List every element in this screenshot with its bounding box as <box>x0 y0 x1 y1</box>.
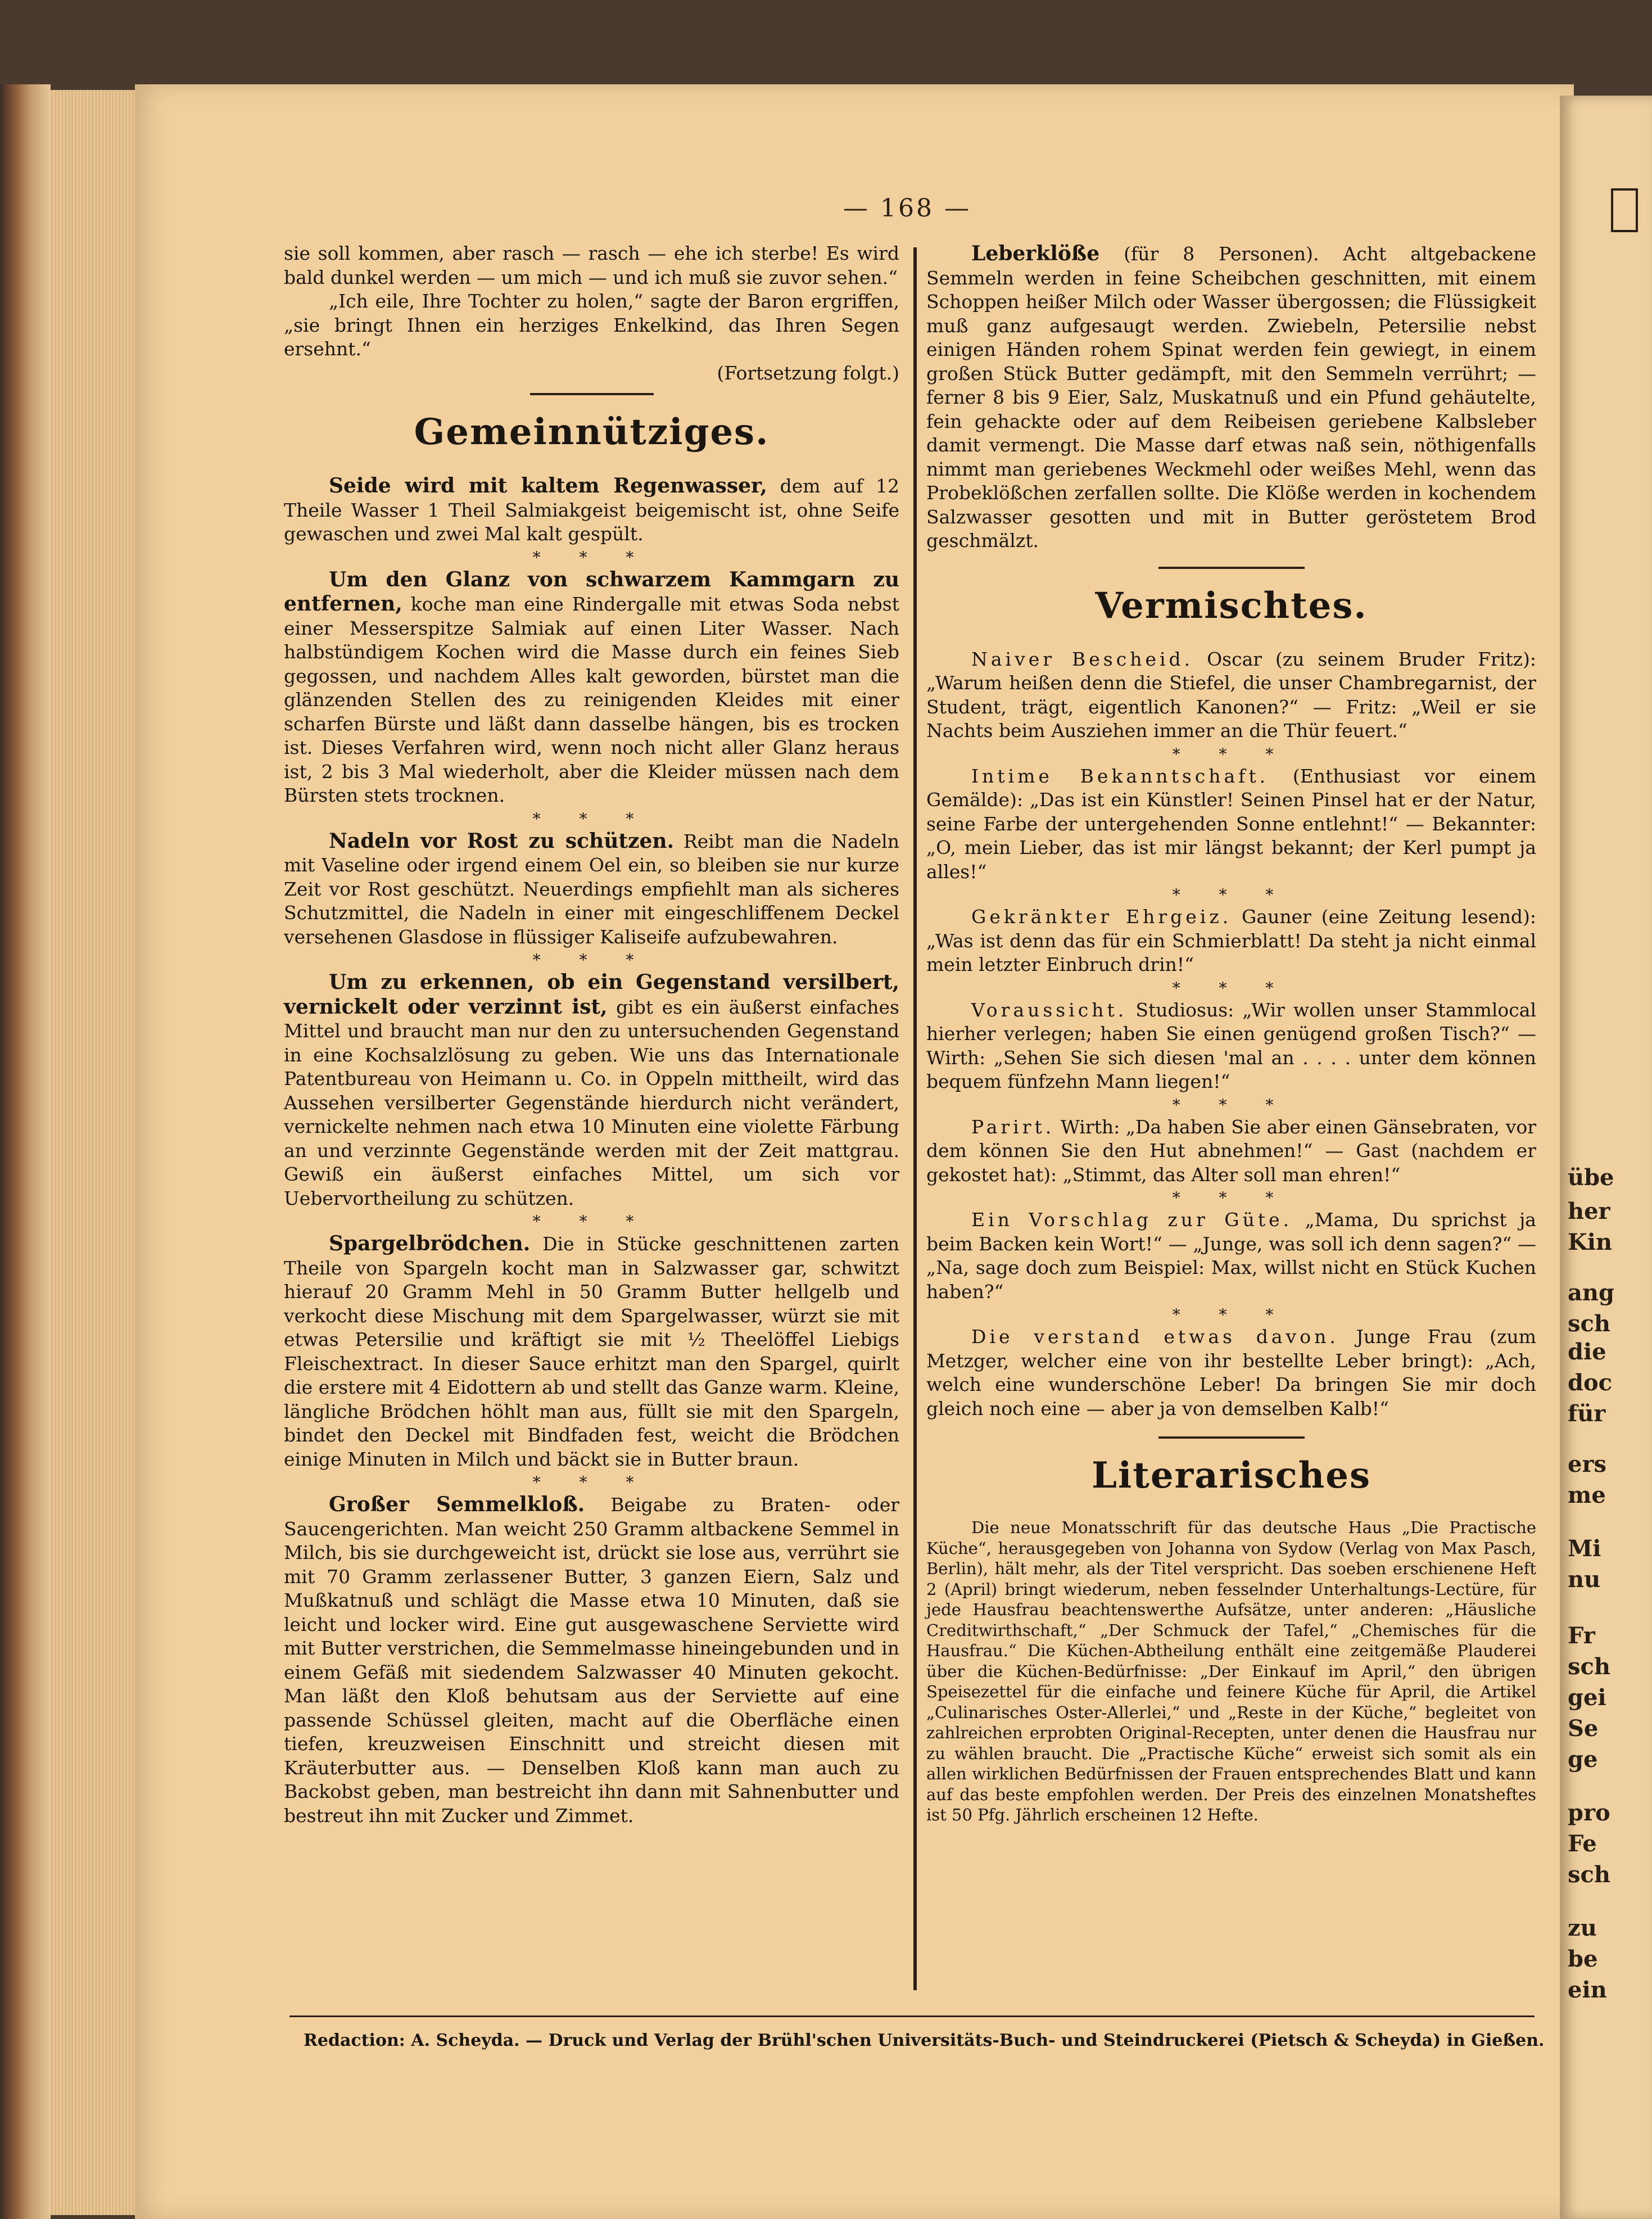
anecdote-text: „Mama, Du sprichst ja beim Backen kein Wort!“ — „Junge, was soll ich denn sagen?“ — „Na, sage doch zum Beispiel: Max, willst nicht en Stück Kuchen haben?“ <box>926 1209 1536 1303</box>
stars-separator: * * * <box>532 1212 651 1231</box>
anecdote-title: Ein Vorschlag zur Güte. <box>971 1209 1293 1231</box>
article-text: Reibt man die Nadeln mit Vaseline oder irgend einem Oel ein, so bleiben sie nur kurze Zeit vor Rost geschützt. Neuerdings empfiehlt man als sicheres Schutzmittel, die Nadeln in einer mit eingeschliffenem Deckel versehenen Glasdose in flüssiger Kaliseife aufzubewahren. <box>284 830 899 948</box>
article <box>284 568 899 808</box>
article-text: gibt es ein äußerst einfaches Mittel und braucht man nur den zu untersuchenden Gegenstand in eine Kochsalzlösung zu geben. Wie uns das Internationale Patentbureau von Heimann u. Co. in Oppeln mittheilt, wird das Aussehen versilberter Gegenstände hierdurch nicht verändert, vernickelte nehmen nach etwa 10 Minuten eine violette Färbung an und verzinnte Gegenstände werden mit der Zeit mattgrau. Gewiß ein äußerst einfaches Mittel, um sich vor Uebervortheilung zu schützen. <box>284 996 899 1209</box>
anecdote-title: Gekränkter Ehrgeiz. <box>971 906 1232 928</box>
next-page-fragment: Fr <box>1568 1623 1595 1649</box>
article <box>284 970 899 1210</box>
next-page-fragment: zu <box>1568 1915 1597 1941</box>
article-text: dem auf 12 Theile Wasser 1 Theil Salmiakgeist beigemischt ist, ohne Seife gewaschen und zwei Mal kalt gespült. <box>284 475 899 545</box>
article-title: Leberklöße <box>971 242 1100 265</box>
stars-separator: * * * <box>1172 885 1291 904</box>
next-page-fragment: die <box>1568 1339 1606 1365</box>
stars-separator: * * * <box>1172 1188 1291 1207</box>
stars-separator: * * * <box>532 1473 651 1492</box>
page-number: — 168 — <box>843 194 971 223</box>
article <box>284 1232 899 1471</box>
next-page-fragment: Fe <box>1568 1831 1597 1857</box>
next-page-fragment: gei <box>1568 1684 1606 1711</box>
anecdote-text: (Enthusiast vor einem Gemälde): „Das ist ein Künstler! Seinen Pinsel hat er der Natur, seine Farbe der untergehenden Sonne entlehnt!“ — Bekannter: „O, mein Lieber, das ist mir längst bekannt; der Kerl pumpt ja alles!“ <box>926 765 1536 883</box>
next-page-fragment: übe <box>1568 1164 1614 1191</box>
article-title: Großer Semmelkloß. <box>329 1493 585 1516</box>
divider <box>1158 567 1305 569</box>
article <box>926 242 1536 553</box>
next-page-fragment: sch <box>1568 1310 1610 1337</box>
section-title-vermischtes: Vermischtes. <box>1095 584 1368 627</box>
ornament-icon <box>1611 188 1638 232</box>
article-text: Beigabe zu Braten- oder Saucengerichten. Man weicht 250 Gramm altbackene Semmel in Milch, bis sie durchgeweicht ist, drückt sie lose aus, verrührt sie mit 70 Gramm zerlassener Butter, 3 ganzen Eiern, Salz und Mußkatnuß und schlägt die Masse etwa 10 Minuten, daß sie leicht und locker wird. Eine gut ausgewaschene Serviette wird mit Butter verstrichen, die Semmelmasse hineingebunden und in einem Gefäß mit siedendem Salzwasser 40 Minuten gekocht. Man läßt den Kloß behutsam aus der Serviette auf eine passende Schüssel gleiten, macht auf die Oberfläche einen tiefen, kreuzweisen Einschnitt und streicht diesen mit Kräuterbutter aus. — Denselben Kloß kann man auch zu Backobst geben, man bestreicht ihn dann mit Sahnenbutter und bestreut ihn mit Zucker und Zimmet. <box>284 1494 899 1827</box>
book-edge-left <box>0 84 51 2219</box>
anecdote-title: Intime Bekanntschaft. <box>971 765 1269 787</box>
divider <box>1158 1436 1305 1439</box>
next-page-fragment: Mi <box>1568 1535 1601 1562</box>
stars-separator: * * * <box>1172 1095 1291 1114</box>
stars-separator: * * * <box>532 951 651 969</box>
intro-lines: sie soll kommen, aber rasch — rasch — ehe ich sterbe! Es wird bald dunkel werden — um mich — und ich muß sie zuvor sehen.“ <box>284 242 899 288</box>
next-page-fragment: be <box>1568 1946 1598 1972</box>
column-divider <box>913 247 917 1990</box>
article-text: (für 8 Personen). Acht altgebackene Semmeln werden in feine Scheibchen geschnitten, mit einem Schoppen heißer Milch oder Wasser übergossen; die Flüssigkeit muß ganz aufgesaugt werden. Zwiebeln, Petersilie nebst einigen Händen rohem Spinat werden fein gewiegt, in einem großen Stück Butter gedämpft, mit den Semmeln verrührt; — ferner 8 bis 9 Eier, Salz, Muskatnuß und ein Pfund gehäutelte, fein gehackte oder auf dem Reibeisen geriebene Kalbsleber damit vermengt. Die Masse darf etwas naß sein, nöthigenfalls nimmt man geriebenes Weckmehl oder weißes Mehl, wenn das Probeklößchen zerfallen sollte. Die Klöße werden in kochendem Salzwasser gesotten und mit in Butter geröstetem Brod geschmälzt. <box>926 243 1536 552</box>
next-page-fragment: ers <box>1568 1451 1607 1477</box>
stars-separator: * * * <box>1172 1305 1291 1324</box>
anecdote-title: Parirt. <box>971 1115 1055 1138</box>
anecdote <box>926 998 1536 1094</box>
continuation-note: (Fortsetzung folgt.) <box>717 361 899 384</box>
imprint-footer: Redaction: A. Scheyda. — Druck und Verlag der Brühl'schen Universitäts-Buch- und Steindruckerei (Pietsch & Scheyda) in Gießen. <box>304 2031 1545 2050</box>
anecdote <box>926 1325 1536 1421</box>
next-page-fragment: her <box>1568 1198 1610 1224</box>
anecdote-text: Gauner (eine Zeitung lesend): „Was ist denn das für ein Schmierblatt! Da steht ja nicht einmal mein letzter Einbruch drin!“ <box>926 906 1536 975</box>
divider <box>530 393 654 395</box>
stars-separator: * * * <box>532 548 651 567</box>
anecdote-text: Studiosus: „Wir wollen unser Stammlocal hierher verlegen; haben Sie einen genügend großen Tisch?“ — Wirth: „Sehen Sie sich diesen 'mal an . . . . unter dem können bequem fünfzehn Mann liegen!“ <box>926 998 1536 1092</box>
next-page-fragment: nu <box>1568 1566 1601 1593</box>
right-column <box>926 242 1536 1825</box>
article-title: Seide wird mit kaltem Regenwasser, <box>329 474 767 498</box>
footer-rule <box>289 2015 1535 2017</box>
next-page-edge <box>1560 96 1652 2219</box>
anecdote <box>926 1115 1536 1187</box>
anecdote-text: Junge Frau (zum Metzger, welcher eine von ihr bestellte Leber bringt): „Ach, welch eine wunderschöne Leber! Da bringen Sie mir doch gleich noch eine — aber ja von demselben Kalb!“ <box>926 1326 1536 1420</box>
anecdote-title: Die verstand etwas davon. <box>971 1326 1339 1348</box>
anecdote <box>926 1208 1536 1304</box>
anecdote <box>926 648 1536 743</box>
section-title-gemeinnuetziges: Gemeinnütziges. <box>414 411 770 453</box>
next-page-fragment: für <box>1568 1400 1606 1427</box>
anecdote-text: Wirth: „Da haben Sie aber einen Gänsebraten, vor dem können Sie den Hut abnehmen!“ — Gast (nachdem er gekostet hat): „Stimmt, das Alter soll man ehren!“ <box>926 1115 1536 1186</box>
article-title: Um den Glanz von schwarzem Kammgarn zu entfernen, <box>284 567 899 616</box>
anecdote-title: Voraussicht. <box>971 998 1128 1021</box>
stars-separator: * * * <box>1172 978 1291 997</box>
next-page-fragment: ein <box>1568 1977 1607 2003</box>
next-page-fragment: ang <box>1568 1280 1614 1306</box>
stars-separator: * * * <box>532 809 651 828</box>
article-text: koche man eine Rindergalle mit etwas Soda nebst einer Messerspitze Salmiak auf einen Liter Wasser. Nach halbstündigem Kochen wird die Masse durch ein feines Sieb gegossen, und nachdem Alles kalt geworden, bürstet man die glänzenden Stellen des zu reinigenden Kleides mit einer scharfen Bürste und läßt dann dasselbe hängen, bis es trocken ist. Dieses Verfahren wird, wenn noch nicht aller Glanz heraus ist, 2 bis 3 Mal wiederholt, aber die Kleider müssen nach dem Bürsten stets trocknen. <box>284 593 900 806</box>
next-page-fragment: pro <box>1568 1800 1610 1826</box>
next-page-fragment: ge <box>1568 1746 1598 1773</box>
article-title: Nadeln vor Rost zu schützen. <box>329 829 675 853</box>
article <box>284 829 899 950</box>
next-page-fragment: sch <box>1568 1861 1610 1888</box>
article-title: Um zu erkennen, ob ein Gegenstand versilbert, vernickelt oder verzinnt ist, <box>284 970 899 1019</box>
article-title: Spargelbrödchen. <box>329 1232 531 1255</box>
anecdote <box>926 765 1536 884</box>
stars-separator: * * * <box>1172 744 1291 763</box>
anecdote-title: Naiver Bescheid. <box>971 648 1194 670</box>
next-page-fragment: Kin <box>1568 1229 1613 1255</box>
next-page-fragment: sch <box>1568 1653 1610 1680</box>
next-page-fragment: Se <box>1568 1715 1599 1742</box>
next-page-fragment: me <box>1568 1482 1606 1508</box>
article-text: Die in Stücke geschnittenen zarten Theile von Spargeln kocht man in Salzwasser gar, schwitzt hierauf 20 Gramm Mehl in 50 Gramm Butter hellgelb und verkocht diese Mischung mit dem Spargelwasser, würzt sie mit etwas Petersilie und kräftigt sie mit ½ Theelöffel Liebigs Fleischextract. In dieser Sauce erhitzt man den Spargel, quirlt die erstere mit 4 Eidottern ab und stellt das Ganze warm. Kleine, längliche Brödchen höhlt man aus, füllt sie mit den Spargeln, bindet den Deckel mit Bindfaden fest, weicht die Brödchen einige Minuten in Milch und bäckt sie in Butter braun. <box>284 1233 899 1470</box>
literary-review: Die neue Monatsschrift für das deutsche Haus „Die Practische Küche“, herausgegeben von Johanna von Sydow (Verlag von Max Pasch, Berlin), hält mehr, als der Titel verspricht. Das soeben erschienene Heft 2 (April) bringt wiederum, neben fesselnder Unterhaltungs-Lectüre, für jede Hausfrau beachtenswerthe Aufsätze, unter anderen: „Häusliche Creditwirthschaft,“ „Der Schmuck der Tafel,“ „Chemisches für die Hausfrau.“ Die Küchen-Abtheilung enthält eine zeitgemäße Plauderei über die Küchen-Bedürfnisse: „Der Einkauf im April,“ den übrigen Speisezettel für die einfache und feinere Küche für April, die Artikel „Culinarisches Oster-Allerlei,“ und „Reste in der Küche,“ begleitet von zahlreichen erprobten Original-Recepten, unter denen die Hausfrau nur zu wählen braucht. Die „Practische Küche“ erweist sich somit als ein allen wirklichen Bedürfnissen der Frauen entsprechendes Blatt und kann auf das beste empfohlen werden. Der Preis des einzelnen Monatsheftes ist 50 Pfg. Jährlich erscheinen 12 Hefte. <box>926 1518 1536 1824</box>
next-page-fragment: doc <box>1568 1370 1613 1396</box>
section-title-literarisches: Literarisches <box>1091 1454 1372 1497</box>
article <box>284 474 899 546</box>
left-column <box>284 242 899 1828</box>
anecdote <box>926 905 1536 977</box>
anecdote-text: Oscar (zu seinem Bruder Fritz): „Warum heißen denn die Stiefel, die unser Chambregarnist, der Student, trägt, eigentlich Kanonen?“ — Fritz: „Weil er sie Nachts beim Ausziehen immer an die Thür feuert.“ <box>926 648 1536 742</box>
article <box>284 1493 899 1828</box>
intro-quote: „Ich eile, Ihre Tochter zu holen,“ sagte der Baron ergriffen, „sie bringt Ihnen ein herziges Enkelkind, das Ihren Segen ersehnt.“ <box>284 290 899 360</box>
